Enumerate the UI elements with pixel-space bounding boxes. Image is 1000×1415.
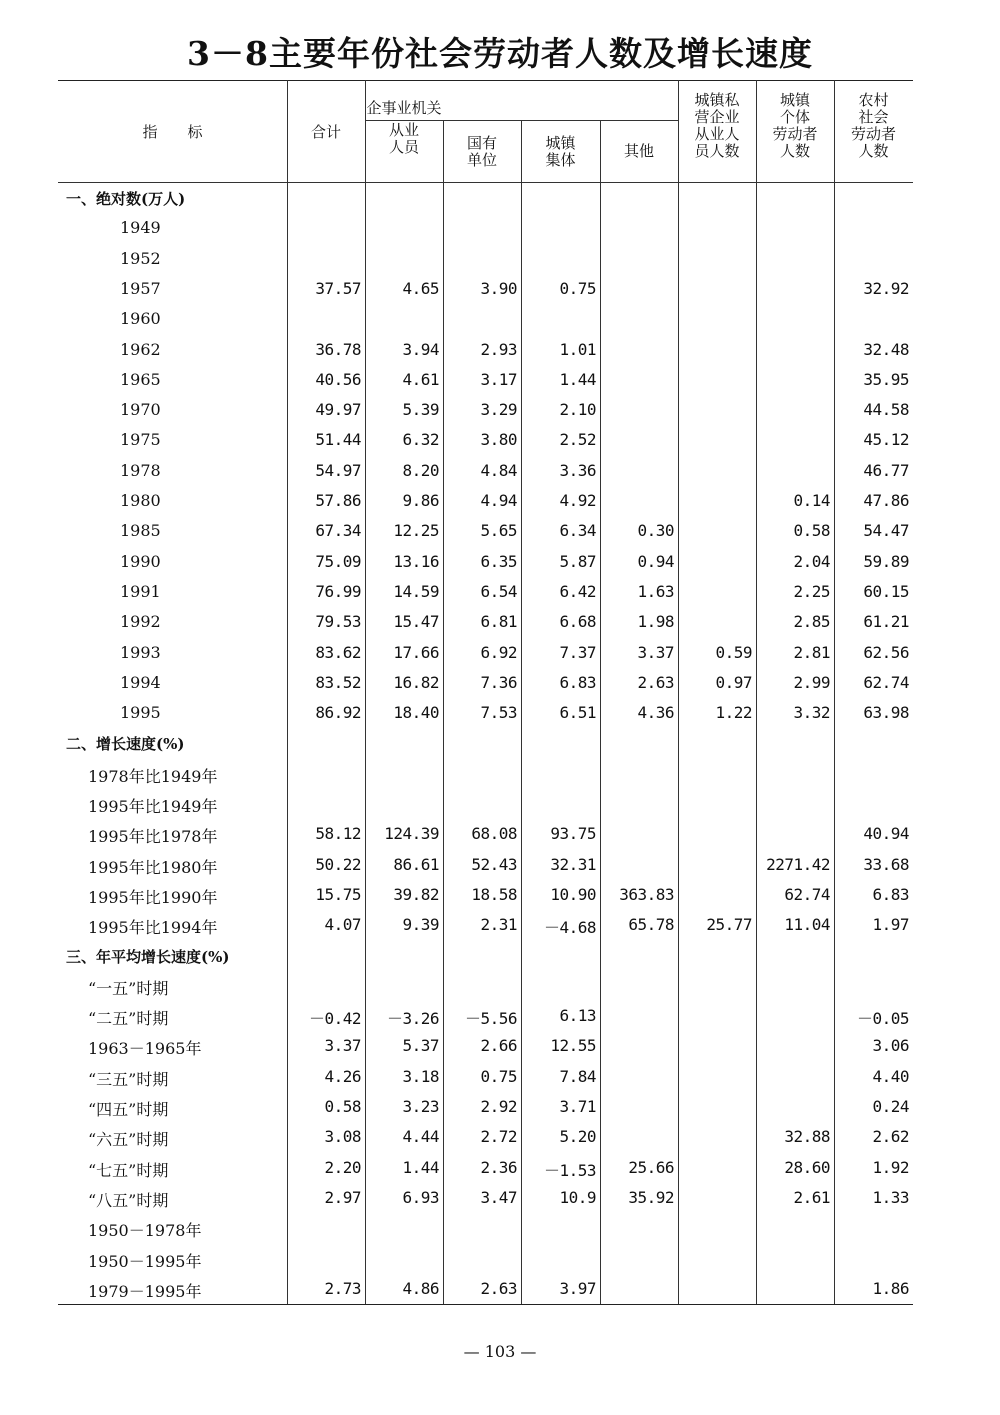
table-cell: 2.93	[480, 339, 517, 359]
table-cell: 4.44	[402, 1127, 439, 1147]
table-cell: 83.62	[315, 642, 361, 662]
table-cell: 4.07	[324, 915, 361, 935]
table-cell: 5.65	[480, 521, 517, 541]
table-cell: 9.86	[402, 491, 439, 510]
section-heading: 一、绝对数(万人)	[66, 190, 186, 208]
table-cell: 1.44	[402, 1157, 439, 1177]
table-cell: 0.97	[715, 672, 752, 692]
table-cell: 1.63	[637, 581, 674, 601]
table-cell: 79.53	[315, 612, 361, 632]
row-label: 1995年比1994年	[88, 918, 218, 938]
table-cell: 6.13	[559, 1006, 596, 1026]
table-cell: 3.94	[402, 339, 439, 359]
header-state-owned: 国有 单位	[466, 134, 497, 169]
table-cell: 44.58	[863, 400, 909, 420]
row-label: 1990	[120, 551, 161, 571]
table-cell: 1.22	[715, 703, 752, 723]
row-label: 1965	[120, 369, 161, 389]
table-cell: 6.81	[480, 612, 517, 632]
table-cell: 1.01	[559, 339, 596, 359]
table-cell: 9.39	[402, 915, 439, 935]
column-divider	[365, 80, 366, 1304]
table-cell: 2.61	[793, 1187, 830, 1207]
table-cell: 16.82	[393, 672, 439, 692]
page-number: — 103 —	[463, 1342, 537, 1361]
table-cell: 4.94	[480, 491, 517, 510]
table-cell: 12.25	[393, 521, 439, 541]
column-divider	[834, 80, 835, 1304]
table-cell: 4.65	[402, 278, 439, 298]
table-cell: 2.85	[793, 612, 830, 632]
table-cell: 5.37	[402, 1036, 439, 1056]
table-cell: 2.73	[324, 1278, 361, 1298]
table-cell: 6.93	[402, 1187, 439, 1207]
table-cell: 25.77	[706, 915, 752, 935]
table-cell: 65.78	[628, 915, 674, 935]
table-cell: 2.31	[480, 915, 517, 935]
table-cell: 3.29	[480, 400, 517, 420]
table-cell: 15.75	[315, 884, 361, 904]
table-cell: 6.35	[480, 551, 517, 571]
table-cell: 124.39	[384, 824, 439, 844]
table-cell: －1.53	[543, 1160, 596, 1180]
table-cell: 18.58	[471, 884, 517, 904]
table-cell: 32.92	[863, 278, 909, 298]
table-cell: 0.75	[480, 1066, 517, 1086]
table-cell: 0.58	[324, 1097, 361, 1116]
table-cell: 35.95	[863, 369, 909, 389]
table-cell: 2.72	[480, 1127, 517, 1147]
row-label: “一五”时期	[88, 978, 169, 998]
table-cell: 1.86	[872, 1278, 909, 1298]
row-label: 1995年比1980年	[88, 857, 218, 877]
table-cell: 1.33	[872, 1187, 909, 1207]
table-cell: 14.59	[393, 581, 439, 601]
row-label: 1993	[120, 642, 161, 662]
table-cell: 60.15	[863, 581, 909, 601]
table-cell: 57.86	[315, 491, 361, 510]
table-cell: 75.09	[315, 551, 361, 571]
table-cell: 6.34	[559, 521, 596, 541]
table-cell: 7.53	[480, 703, 517, 723]
table-cell: 2.04	[793, 551, 830, 571]
table-cell: 52.43	[471, 854, 517, 874]
column-divider	[443, 120, 444, 1304]
table-cell: －3.26	[386, 1009, 439, 1029]
row-label: 1949	[120, 218, 161, 238]
row-label: 1992	[120, 612, 161, 632]
table-cell: 32.31	[550, 854, 596, 874]
table-cell: 0.59	[715, 642, 752, 662]
table-cell: 3.90	[480, 278, 517, 298]
table-cell: 10.90	[550, 884, 596, 904]
table-cell: 0.24	[872, 1097, 909, 1116]
table-cell: 15.47	[393, 612, 439, 632]
row-label: 1963－1965年	[88, 1039, 202, 1059]
page-title: 3－8主要年份社会劳动者人数及增长速度	[187, 34, 813, 73]
table-cell: 3.18	[402, 1066, 439, 1086]
table-cell: 3.06	[872, 1036, 909, 1056]
section-heading: 二、增长速度(%)	[66, 735, 185, 754]
header-total: 合计	[310, 123, 341, 141]
row-label: 1950－1978年	[88, 1221, 202, 1241]
row-label: 1995年比1978年	[88, 827, 218, 847]
row-label: 1985	[120, 521, 161, 541]
table-cell: 25.66	[628, 1157, 674, 1177]
table-cell: －0.05	[856, 1009, 909, 1029]
table-cell: 6.32	[402, 430, 439, 450]
table-cell: 0.58	[793, 521, 830, 541]
row-label: “七五”时期	[88, 1160, 169, 1180]
row-label: “八五”时期	[88, 1190, 169, 1210]
table-cell: 11.04	[784, 915, 830, 935]
header-bottom-rule	[58, 182, 913, 183]
table-cell: 8.20	[402, 460, 439, 480]
table-cell: 46.77	[863, 460, 909, 480]
table-cell: 18.40	[393, 703, 439, 723]
table-cell: 3.97	[559, 1278, 596, 1298]
table-cell: 32.88	[784, 1127, 830, 1147]
table-cell: 13.16	[393, 551, 439, 571]
table-cell: 6.83	[872, 884, 909, 904]
table-cell: 49.97	[315, 400, 361, 420]
row-label: 1994	[120, 672, 161, 692]
table-cell: 58.12	[315, 824, 361, 844]
table-cell: 6.68	[559, 612, 596, 632]
table-cell: 3.37	[324, 1036, 361, 1056]
table-cell: 5.87	[559, 551, 596, 571]
table-cell: 2.63	[480, 1278, 517, 1298]
header-indicator: 指 标	[142, 123, 203, 141]
table-cell: 50.22	[315, 854, 361, 874]
table-cell: 2.20	[324, 1157, 361, 1177]
table-cell: 40.94	[863, 824, 909, 844]
table-cell: 6.51	[559, 703, 596, 723]
table-cell: 2.97	[324, 1187, 361, 1207]
table-cell: 3.32	[793, 703, 830, 723]
table-cell: 0.30	[637, 521, 674, 541]
table-cell: －5.56	[464, 1009, 517, 1029]
table-cell: 36.78	[315, 339, 361, 359]
table-cell: 4.40	[872, 1066, 909, 1086]
table-cell: 17.66	[393, 642, 439, 662]
row-label: “六五”时期	[88, 1130, 169, 1150]
table-cell: 3.80	[480, 430, 517, 450]
table-cell: 4.86	[402, 1278, 439, 1298]
row-label: 1979－1995年	[88, 1281, 202, 1301]
row-label: 1980	[120, 491, 161, 510]
table-cell: 54.97	[315, 460, 361, 480]
column-divider	[600, 120, 601, 1304]
table-cell: 3.37	[637, 642, 674, 662]
table-cell: 45.12	[863, 430, 909, 450]
table-cell: 83.52	[315, 672, 361, 692]
row-label: 1970	[120, 400, 161, 420]
table-cell: 1.97	[872, 915, 909, 935]
table-cell: 2271.42	[766, 854, 830, 874]
table-cell: 28.60	[784, 1157, 830, 1177]
table-cell: 3.08	[324, 1127, 361, 1147]
row-label: 1975	[120, 430, 161, 450]
table-cell: 3.17	[480, 369, 517, 389]
table-cell: 63.98	[863, 703, 909, 723]
row-label: 1991	[120, 581, 161, 601]
table-cell: 12.55	[550, 1036, 596, 1056]
table-cell: 7.84	[559, 1066, 596, 1086]
row-label: 1978	[120, 460, 161, 480]
table-cell: 2.66	[480, 1036, 517, 1056]
table-cell: 61.21	[863, 612, 909, 632]
header-rural: 农村 社会 劳动者 人数	[850, 91, 896, 160]
table-cell: 6.54	[480, 581, 517, 601]
header-enterprise-group: 企事业机关	[366, 99, 442, 117]
table-cell: 4.84	[480, 460, 517, 480]
row-label: 1952	[120, 248, 161, 268]
column-divider	[287, 80, 288, 1304]
table-cell: 7.37	[559, 642, 596, 662]
table-cell: 0.75	[559, 278, 596, 298]
table-cell: 37.57	[315, 278, 361, 298]
table-cell: 4.61	[402, 369, 439, 389]
table-cell: 2.25	[793, 581, 830, 601]
table-cell: 3.23	[402, 1097, 439, 1116]
bottom-rule	[58, 1304, 913, 1305]
table-cell: －4.68	[543, 918, 596, 938]
table-cell: 4.92	[559, 491, 596, 510]
table-cell: 59.89	[863, 551, 909, 571]
table-cell: 3.36	[559, 460, 596, 480]
section-heading: 三、年平均增长速度(%)	[66, 947, 230, 966]
header-enterprise-employees: 从业 人员	[388, 121, 419, 156]
table-cell: 4.36	[637, 703, 674, 723]
table-cell: 2.81	[793, 642, 830, 662]
table-cell: 62.56	[863, 642, 909, 662]
header-urban-private: 城镇私 营企业 从业人 员人数	[694, 91, 740, 160]
table-cell: 2.52	[559, 430, 596, 450]
table-cell: 35.92	[628, 1187, 674, 1207]
row-label: 1962	[120, 339, 161, 359]
table-cell: 5.39	[402, 400, 439, 420]
table-cell: 93.75	[550, 824, 596, 844]
table-cell: 76.99	[315, 581, 361, 601]
table-cell: 6.92	[480, 642, 517, 662]
row-label: 1995年比1949年	[88, 797, 218, 816]
table-cell: 33.68	[863, 854, 909, 874]
table-cell: 0.14	[793, 491, 830, 510]
table-cell: 39.82	[393, 884, 439, 904]
row-label: 1950－1995年	[88, 1251, 202, 1271]
row-label: “三五”时期	[88, 1069, 169, 1089]
table-cell: 2.36	[480, 1157, 517, 1177]
table-cell: 68.08	[471, 824, 517, 844]
table-cell: 5.20	[559, 1127, 596, 1147]
table-cell: 7.36	[480, 672, 517, 692]
row-label: 1995年比1990年	[88, 887, 218, 907]
table-cell: 3.71	[559, 1097, 596, 1116]
row-label: 1960	[120, 309, 161, 329]
top-rule	[58, 80, 913, 81]
table-cell: 2.63	[637, 672, 674, 692]
table-cell: 1.98	[637, 612, 674, 632]
column-divider	[678, 80, 679, 1304]
table-cell: 2.62	[872, 1127, 909, 1147]
table-cell: －0.42	[308, 1009, 361, 1029]
table-cell: 363.83	[619, 884, 674, 904]
table-cell: 0.94	[637, 551, 674, 571]
table-cell: 86.92	[315, 703, 361, 723]
table-cell: 1.44	[559, 369, 596, 389]
table-cell: 2.99	[793, 672, 830, 692]
row-label: 1978年比1949年	[88, 766, 218, 786]
table-cell: 3.47	[480, 1187, 517, 1207]
header-urban-individual: 城镇 个体 劳动者 人数	[772, 91, 818, 160]
table-cell: 86.61	[393, 854, 439, 874]
column-divider	[521, 120, 522, 1304]
table-cell: 51.44	[315, 430, 361, 450]
row-label: “二五”时期	[88, 1009, 169, 1029]
table-cell: 2.10	[559, 400, 596, 420]
row-label: “四五”时期	[88, 1100, 169, 1119]
table-cell: 2.92	[480, 1097, 517, 1116]
table-cell: 67.34	[315, 521, 361, 541]
row-label: 1957	[120, 278, 161, 298]
column-divider	[756, 80, 757, 1304]
table-cell: 6.42	[559, 581, 596, 601]
table-cell: 40.56	[315, 369, 361, 389]
table-cell: 62.74	[784, 884, 830, 904]
table-cell: 32.48	[863, 339, 909, 359]
table-cell: 10.9	[559, 1187, 596, 1207]
header-urban-collective: 城镇 集体	[545, 134, 576, 169]
table-cell: 62.74	[863, 672, 909, 692]
table-cell: 47.86	[863, 491, 909, 510]
header-other: 其他	[623, 142, 654, 160]
table-cell: 54.47	[863, 521, 909, 541]
table-cell: 1.92	[872, 1157, 909, 1177]
table-cell: 4.26	[324, 1066, 361, 1086]
table-cell: 6.83	[559, 672, 596, 692]
row-label: 1995	[120, 703, 161, 723]
